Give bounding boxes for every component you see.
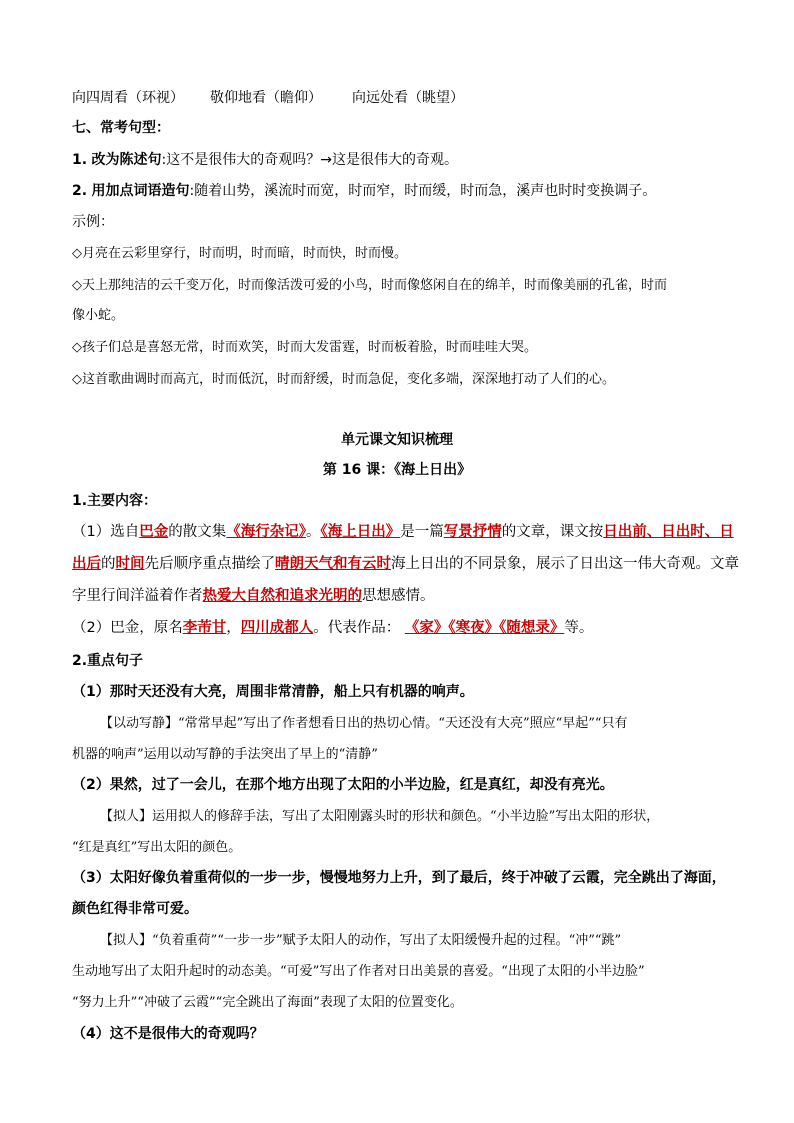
sentence-type-2 xyxy=(72,181,656,201)
highlight-work: 《随想录》 xyxy=(499,620,565,636)
text: 。 xyxy=(305,524,321,540)
main-content-p2 xyxy=(72,618,593,638)
item-label: 用加点词语造句 xyxy=(91,183,190,199)
highlight-emotion: 热爱大自然和追求光明的 xyxy=(202,588,362,604)
annotation: 生动地写出了太阳升起时的动态美。“可爱”写出了作者对日出美景的喜爱。“出现了太阳的小半边脸” xyxy=(72,964,645,979)
key-sentence-1: （1）那时天还没有大亮，周围非常清静，船上只有机器的响声。 xyxy=(72,684,474,700)
item-number: 1. xyxy=(72,152,88,168)
main-content-p1-line2 xyxy=(72,554,739,574)
item-label: 改为陈述句 xyxy=(91,152,162,168)
text: 。代表作品： xyxy=(313,620,401,636)
highlight-weather: 晴朗天气和有云时 xyxy=(275,556,391,572)
example-item: ◇月亮在云彩里穿行，时而明，时而暗，时而快，时而慢。 xyxy=(72,246,407,261)
highlight-real-name: 李芾甘 xyxy=(182,620,227,636)
main-content-heading: 1.主要内容： xyxy=(72,493,158,509)
key-sentences-heading: 2.重点句子 xyxy=(72,653,144,669)
annotation: 机器的响声”运用以动写静的手法突出了早上的“清静” xyxy=(72,747,378,762)
annotation: “努力上升”“冲破了云霞”“完全跳出了海面”表现了太阳的位置变化。 xyxy=(72,995,463,1010)
lesson-title: 第 16 课：《海上日出》 xyxy=(322,462,472,478)
item-text: :随着山势，溪流时而宽，时而窄，时而缓，时而急，溪声也时时变换调子。 xyxy=(189,183,657,199)
text: （2）巴金，原名 xyxy=(72,620,183,636)
highlight-origin: 四川成都人 xyxy=(240,620,314,636)
unit-title: 单元课文知识梳理 xyxy=(341,432,453,448)
text: 字里行间洋溢着作者 xyxy=(72,588,203,604)
item-text: :这不是很伟大的奇观吗？→这是很伟大的奇观。 xyxy=(161,152,458,168)
text: 思想感情。 xyxy=(362,588,435,604)
key-sentence-4: （4）这不是很伟大的奇观吗？ xyxy=(72,1026,264,1042)
key-sentence-3-continued: 颜色红得非常可爱。 xyxy=(72,901,198,917)
vocab-huanshi: 向四周看（环视） xyxy=(72,90,184,106)
key-sentence-2: （2）果然，过了一会儿，在那个地方出现了太阳的小半边脸，红是真红，却没有亮光。 xyxy=(72,777,614,793)
text: 是一篇 xyxy=(400,524,444,540)
text: 的 xyxy=(101,556,116,572)
highlight-order: 日出前、日出时、日 xyxy=(603,524,734,540)
text: ， xyxy=(226,620,241,636)
section-heading-sentence-types: 七、常考句型： xyxy=(72,120,170,136)
text: （1）选自 xyxy=(72,524,140,540)
highlight-order: 出后 xyxy=(72,556,101,572)
example-item: ◇这首歌曲调时而高亢，时而低沉，时而舒缓，时而急促，变化多端，深深地打动了人们的心。 xyxy=(72,372,615,387)
text: 的文章，课文按 xyxy=(501,524,604,540)
text: 等。 xyxy=(564,620,594,636)
annotation: 【拟人】“负着重荷”“一步一步”赋予太阳人的动作，写出了太阳缓慢升起的过程。“冲”“跳” xyxy=(100,933,622,948)
sentence-type-1 xyxy=(72,150,458,170)
item-number: 2. xyxy=(72,183,88,199)
highlight-work: 《家》 xyxy=(404,620,449,636)
annotation: 【拟人】运用拟人的修辞手法，写出了太阳刚露头时的形状和颜色。“小半边脸”写出太阳的形状， xyxy=(100,809,660,824)
key-sentence-3: （3）太阳好像负着重荷似的一步一步，慢慢地努力上升，到了最后，终于冲破了云霞，完全跳出了海面， xyxy=(72,870,726,886)
text: 的散文集 xyxy=(168,524,227,540)
highlight-author: 巴金 xyxy=(139,524,169,540)
vocab-line xyxy=(72,88,464,108)
example-item: ◇天上那纯洁的云千变万化，时而像活泼可爱的小鸟，时而像悠闲自在的绵羊，时而像美丽的孔雀，时而 xyxy=(72,278,667,293)
text: 先后顺序重点描绘了 xyxy=(144,556,275,572)
highlight-title: 《海上日出》 xyxy=(320,524,401,540)
example-item: ◇孩子们总是喜怒无常，时而欢笑，时而大发雷霆，时而板着脸，时而哇哇大哭。 xyxy=(72,340,537,355)
example-label: 示例： xyxy=(72,214,114,230)
annotation: “红是真红”写出太阳的颜色。 xyxy=(72,840,242,855)
example-item-continued: 像小蛇。 xyxy=(72,308,125,323)
main-content-p1-line3 xyxy=(72,586,435,606)
main-content-p1-line1 xyxy=(72,522,734,542)
highlight-work: 《寒夜》 xyxy=(448,620,500,636)
vocab-zhanyang: 敬仰地看（瞻仰） xyxy=(210,90,322,106)
highlight-time: 时间 xyxy=(115,556,145,572)
vocab-tiaowang: 向远处看（眺望） xyxy=(352,90,464,106)
highlight-collection: 《海行杂记》 xyxy=(226,524,306,540)
highlight-genre: 写景抒情 xyxy=(443,524,502,540)
annotation: 【以动写静】“常常早起”写出了作者想看日出的热切心情。“天还没有大亮”照应“早起”“只有 xyxy=(100,716,628,731)
text: 海上日出的不同景象，展示了日出这一伟大奇观。文章 xyxy=(391,556,739,572)
